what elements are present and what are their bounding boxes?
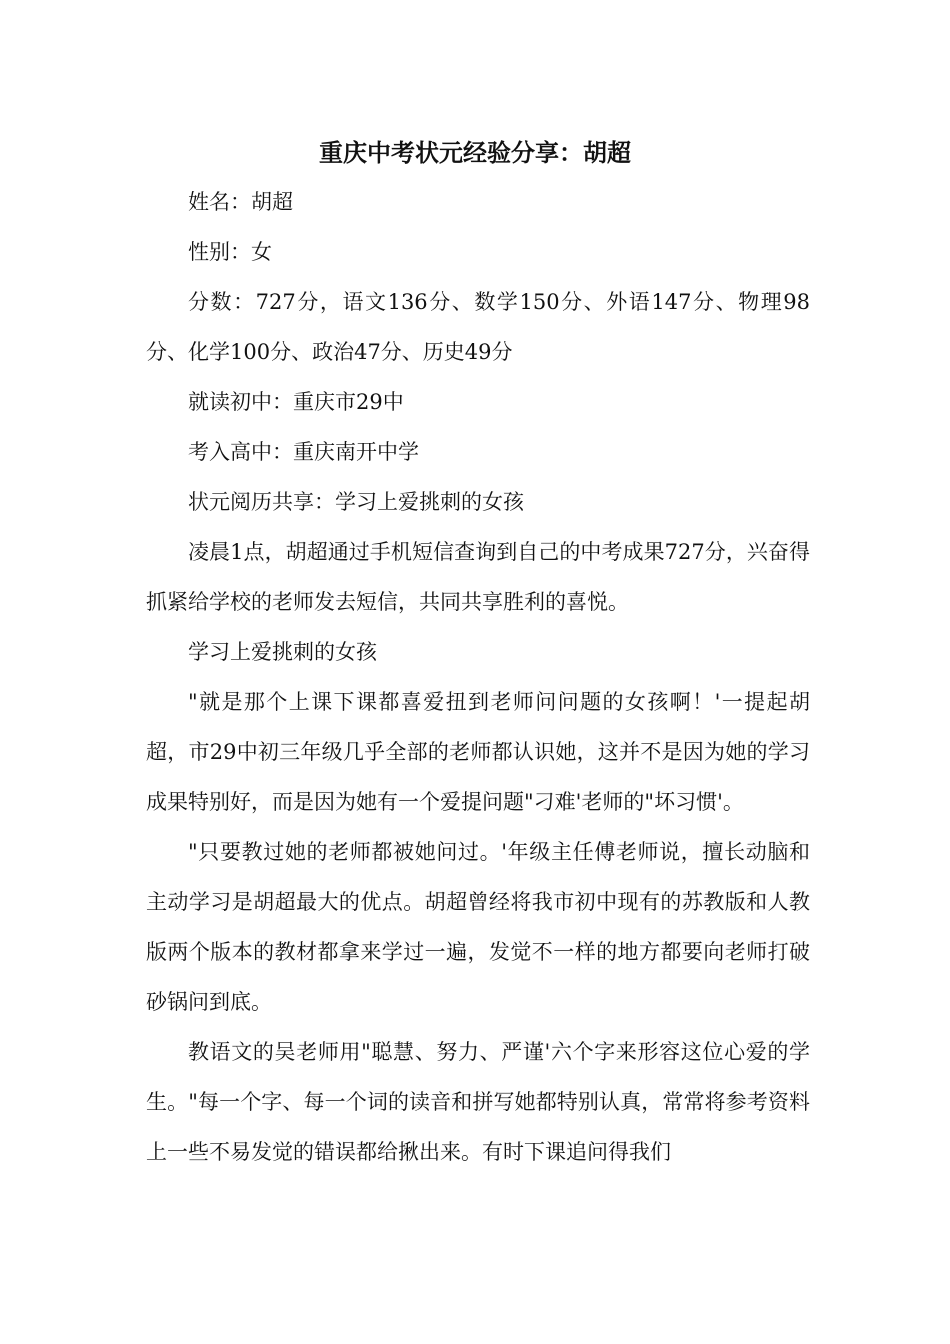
paragraph-experience-heading: 状元阅历共享：学习上爱挑刺的女孩 [188,490,524,514]
paragraph-chinese-teacher: 教语文的吴老师用"聪慧、努力、严谨'六个字来形容这位心爱的学生。"每一个字、每一个词的读音和拼写她都特别认真，常常将参考资料上一些不易发觉的错误都给揪出来。有时下课追问得我们 [146,1040,810,1164]
paragraph-gender: 性别：女 [188,240,272,264]
paragraph-asking-questions: "就是那个上课下课都喜爱扭到老师问问题的女孩啊！'一提起胡超，市29中初三年级几乎全部的老师都认识她，这并不是因为她的学习成果特别好，而是因为她有一个爱提问题"刁难'老师的"坏习惯'。 [146,690,810,814]
document-body [146,177,810,1177]
paragraph-scores: 分数：727分，语文136分、数学150分、外语147分、物理98分、化学100分、政治47分、历史49分 [146,290,810,364]
paragraph-result-night: 凌晨1点，胡超通过手机短信查询到自己的中考成果727分，兴奋得抓紧给学校的老师发去短信，共同共享胜利的喜悦。 [146,540,810,614]
paragraph-high-school: 考入高中：重庆南开中学 [188,440,419,464]
paragraph-grade-director: "只要教过她的老师都被她问过。'年级主任傅老师说，擅长动脑和主动学习是胡超最大的优点。胡超曾经将我市初中现有的苏教版和人教版两个版本的教材都拿来学过一遍，发觉不一样的地方都要向老师打破砂锅问到底。 [146,840,810,1014]
document-title: 重庆中考状元经验分享：胡超 [319,138,631,167]
paragraph-name: 姓名：胡超 [188,190,293,214]
paragraph-section-heading: 学习上爱挑刺的女孩 [188,640,377,664]
paragraph-middle-school: 就读初中：重庆市29中 [188,390,404,414]
